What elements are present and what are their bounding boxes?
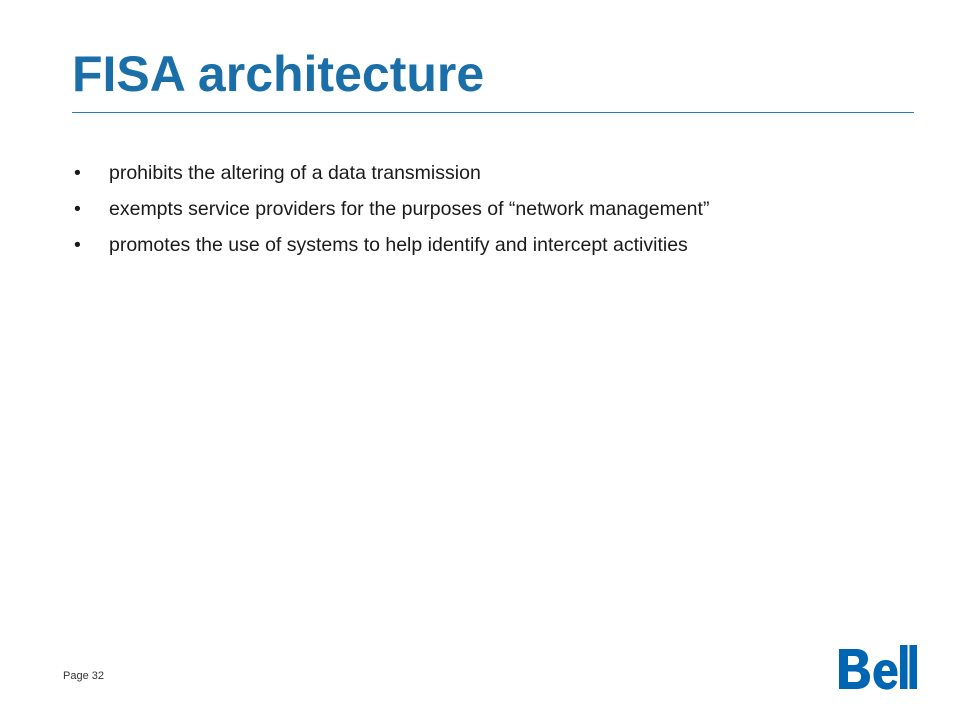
bullet-marker: • bbox=[74, 234, 81, 256]
slide-title: FISA architecture bbox=[72, 46, 485, 102]
bullet-list bbox=[72, 158, 709, 266]
bullet-text: prohibits the altering of a data transmission bbox=[109, 162, 481, 184]
bullet-text: exempts service providers for the purposes of “network management” bbox=[109, 198, 710, 220]
page-number: Page 32 bbox=[63, 670, 104, 682]
bullet-item bbox=[72, 230, 709, 266]
title-divider bbox=[72, 112, 914, 113]
bell-logo bbox=[839, 645, 917, 693]
bullet-marker: • bbox=[74, 162, 81, 184]
bullet-marker: • bbox=[74, 198, 81, 220]
bullet-item bbox=[72, 194, 709, 230]
bullet-item bbox=[72, 158, 709, 194]
bullet-text: promotes the use of systems to help identify and intercept activities bbox=[109, 234, 688, 256]
